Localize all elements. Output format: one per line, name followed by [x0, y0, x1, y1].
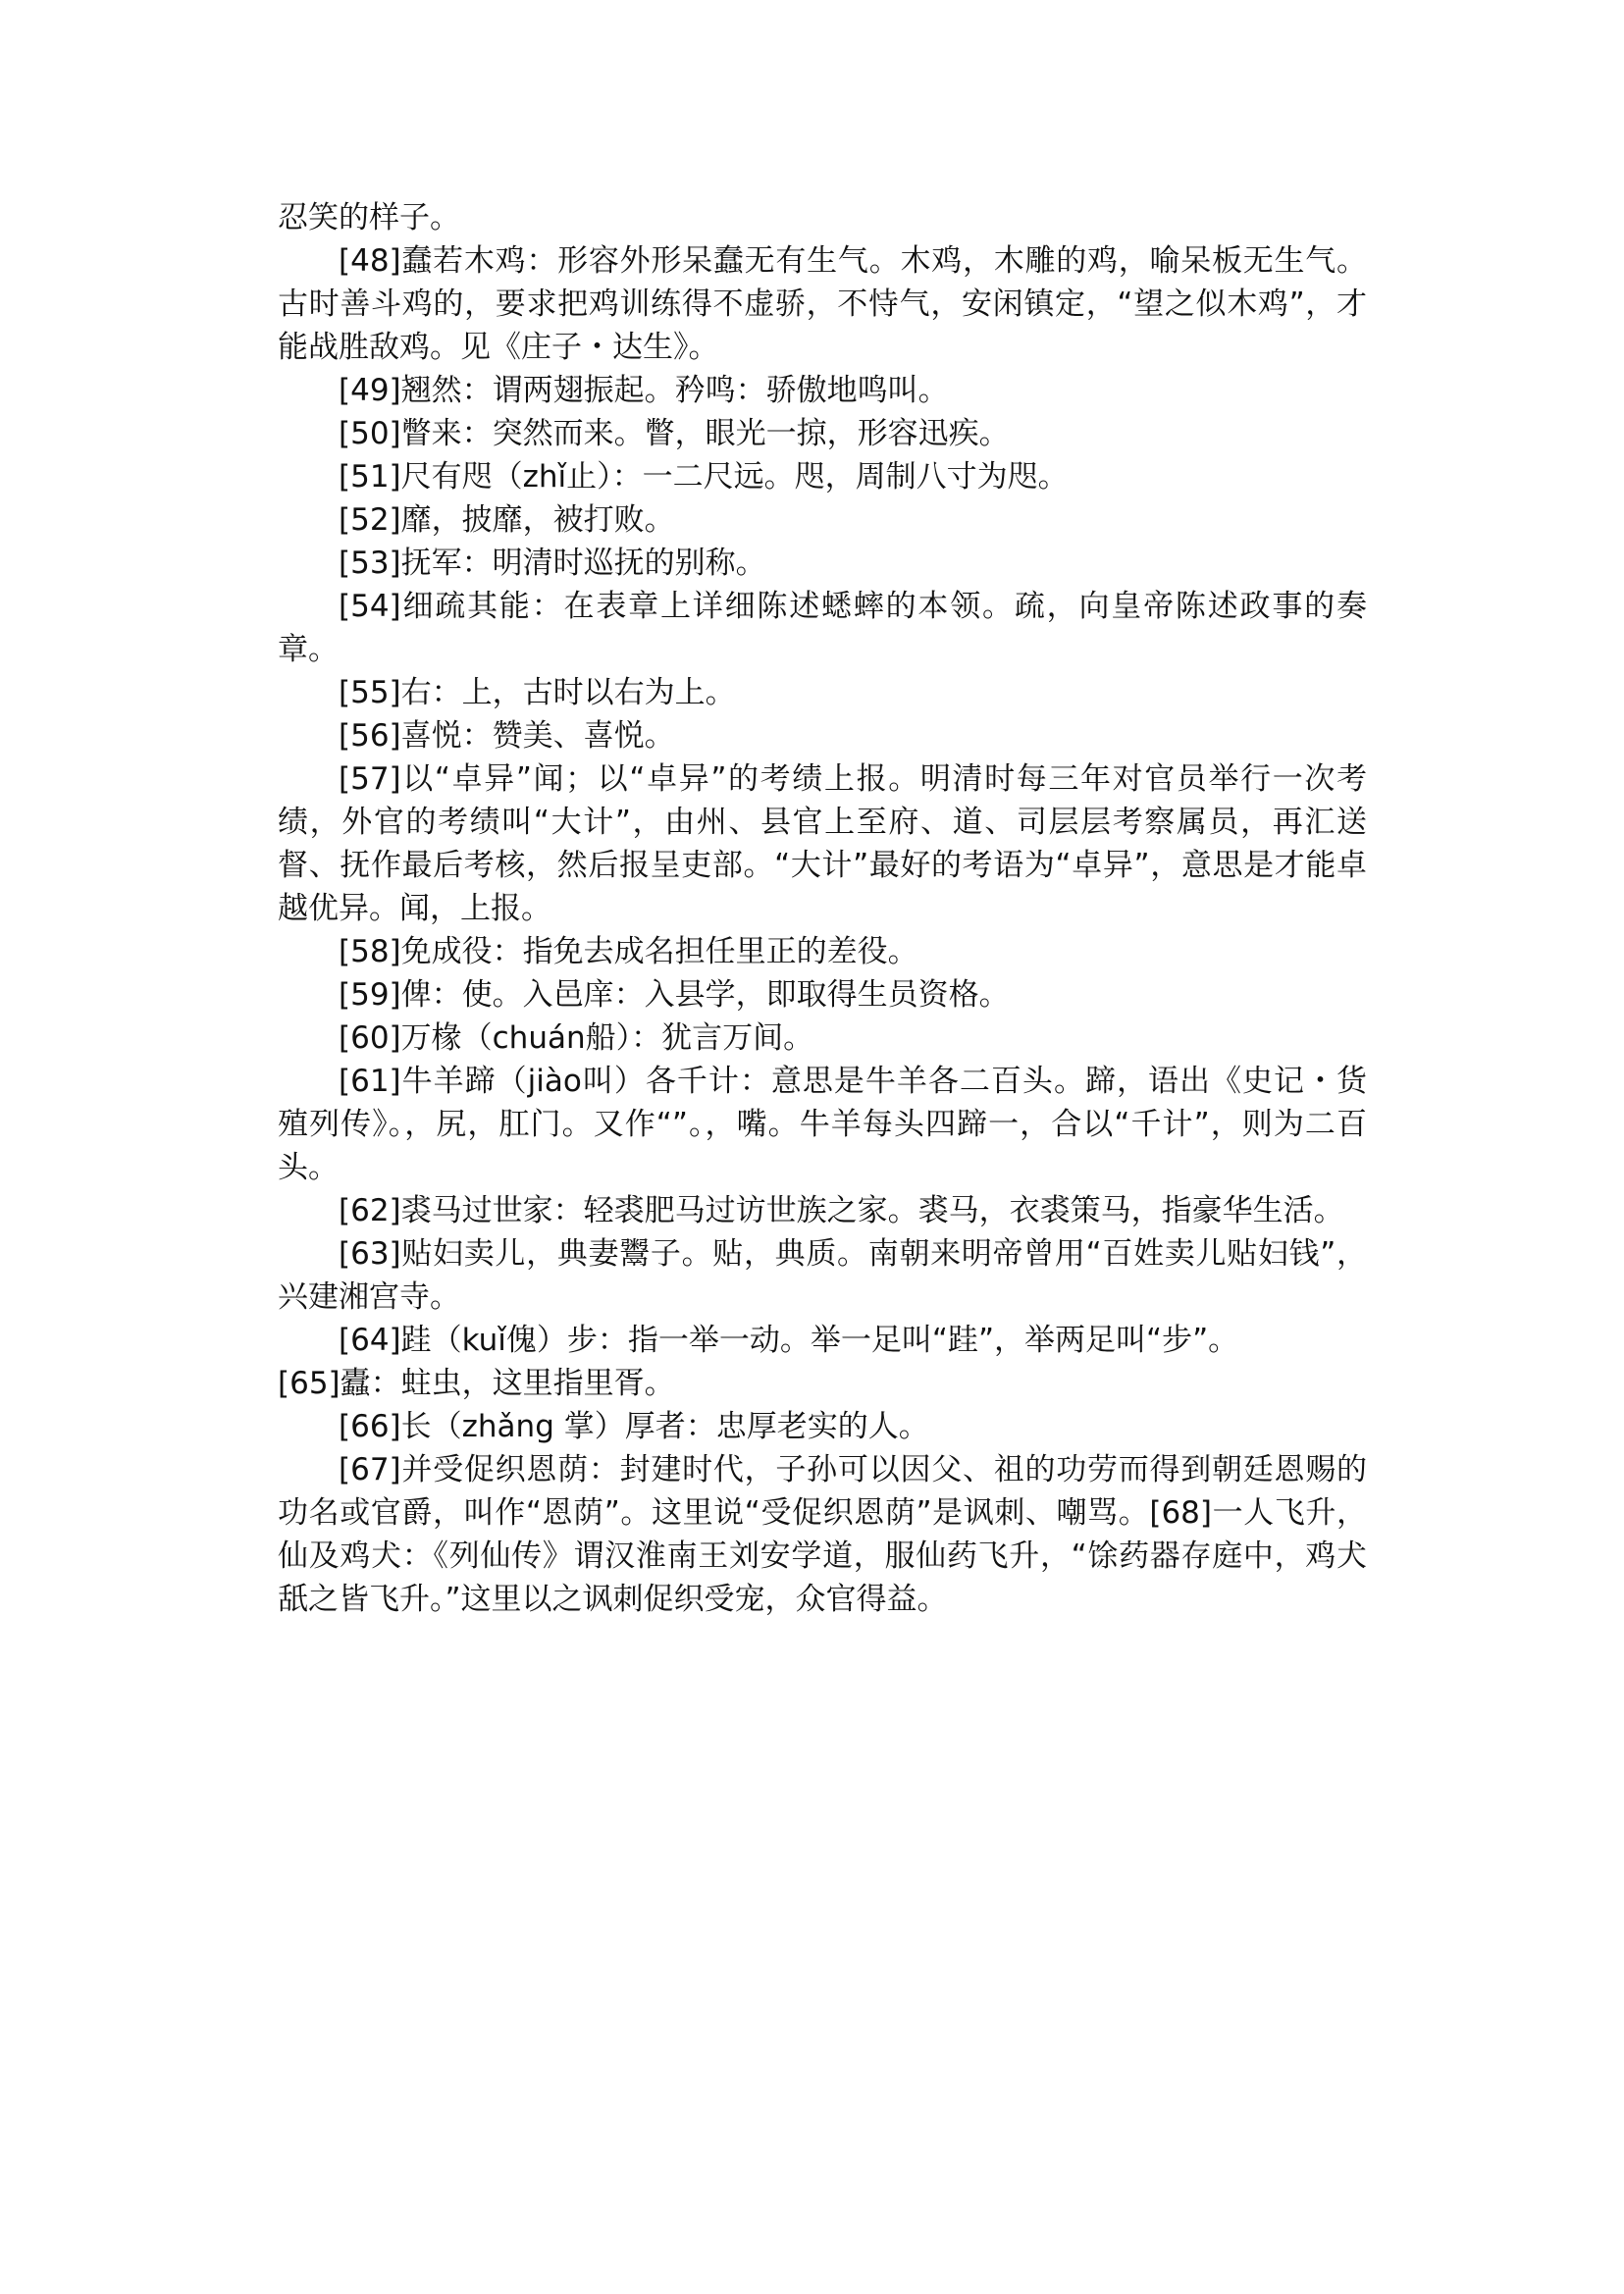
footnote-49: [49]翘然：谓两翅振起。矜鸣：骄傲地鸣叫。: [339, 373, 949, 408]
footnote-50: [50]瞥来：突然而来。瞥，眼光一掠，形容迅疾。: [339, 416, 1010, 451]
footnote-56: [56]喜悦：赞美、喜悦。: [339, 718, 675, 754]
footnote-62: [62]裘马过世家：轻裘肥马过访世族之家。裘马，衣裘策马，指豪华生活。: [339, 1193, 1344, 1228]
footnote-59: [59]俾：使。入邑庠：入县学，即取得生员资格。: [339, 977, 1010, 1013]
footnote-63: [63]贴妇卖儿，典妻鬻子。贴，典质。南朝来明帝曾用“百姓卖儿贴妇钱”，兴建湘宫寺。: [278, 1236, 1367, 1315]
footnote-64: [64]跬（kuǐ傀）步：指一举一动。举一足叫“跬”，举两足叫“步”。: [339, 1323, 1239, 1358]
footnote-65: [65]蠹：蛀虫，这里指里胥。: [278, 1366, 675, 1401]
footnote-51: [51]尺有咫（zhǐ止）：一二尺远。咫，周制八寸为咫。: [339, 459, 1069, 495]
footnote-61: [61]牛羊蹄（jiào叫）各千计：意思是牛羊各二百头。蹄，语出《史记・货殖列传》。，尻，肛门。又作“”。，嘴。牛羊每头四蹄一，合以“千计”，则为二百头。: [278, 1064, 1367, 1185]
footnote-67-68: [67]并受促织恩荫：封建时代，子孙可以因父、祖的功劳而得到朝廷恩赐的功名或官爵，叫作“恩荫”。这里说“受促织恩荫”是讽刺、嘲骂。[68]一人飞升，仙及鸡犬：《列仙传》谓汉淮南王刘安学道，服仙药飞升，“馀药器存庭中，鸡犬舐之皆飞升。”这里以之讽刺促织受宠，众官得益。: [278, 1452, 1367, 1617]
footnote-58: [58]免成役：指免去成名担任里正的差役。: [339, 934, 918, 969]
paragraph-1: 忍笑的样子。: [278, 200, 460, 235]
footnote-66: [66]长（zhǎng 掌）厚者：忠厚老实的人。: [339, 1409, 929, 1444]
footnote-52: [52]靡，披靡，被打败。: [339, 502, 675, 538]
footnote-53: [53]抚军：明清时巡抚的别称。: [339, 546, 766, 581]
footnote-55: [55]右：上，古时以右为上。: [339, 675, 736, 710]
footnote-57: [57]以“卓异”闻；以“卓异”的考绩上报。明清时每三年对官员举行一次考绩，外官的考绩叫“大计”，由州、县官上至府、道、司层层考察属员，再汇送督、抚作最后考核，然后报呈吏部。“大计”最好的考语为“卓异”，意思是才能卓越优异。闻，上报。: [278, 761, 1367, 926]
footnote-48: [48]蠢若木鸡：形容外形呆蠢无有生气。木鸡，木雕的鸡，喻呆板无生气。古时善斗鸡的，要求把鸡训练得不虚骄，不恃气，安闲镇定，“望之似木鸡”，才能战胜敌鸡。见《庄子・达生》。: [278, 243, 1367, 365]
footnote-60: [60]万椽（chuán船）：犹言万间。: [339, 1020, 814, 1056]
document-page: [278, 196, 1367, 1621]
footnote-54: [54]细疏其能：在表章上详细陈述蟋蟀的本领。疏，向皇帝陈述政事的奏章。: [278, 589, 1367, 667]
